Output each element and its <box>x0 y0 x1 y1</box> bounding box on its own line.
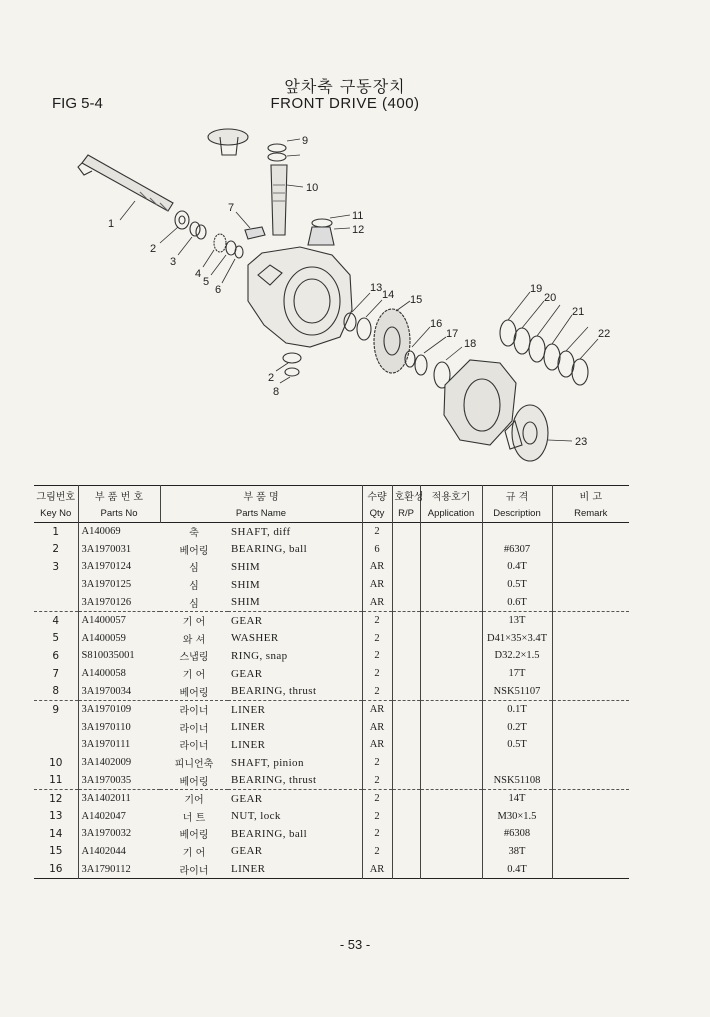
figure-label: FIG 5-4 <box>52 95 103 112</box>
cell-rp <box>392 611 420 629</box>
cell-rp <box>392 808 420 826</box>
cell-remark <box>552 789 629 807</box>
page-title-korean: 앞차축 구동장치 <box>284 77 406 96</box>
cell-part-name: GEAR <box>228 789 362 807</box>
cell-part-name: SHAFT, pinion <box>231 756 304 769</box>
cell-qty: 2 <box>362 682 392 700</box>
cell-part-name-korean: 베어링 <box>179 830 209 842</box>
cell-application <box>420 665 482 683</box>
cell-part-name-korean: 라이너 <box>179 865 209 877</box>
cell-description: 17T <box>482 665 552 683</box>
cell-part-name-korean: 기어 <box>160 789 228 807</box>
cell-part-no: 3A1970126 <box>78 593 160 611</box>
header-description-kr: 규 격 <box>482 486 552 505</box>
cell-key-no: 10 <box>49 756 63 769</box>
cell-remark <box>552 647 629 665</box>
cell-part-no: 3A1970109 <box>78 700 160 718</box>
cell-part-name: LINER <box>231 738 266 751</box>
pinion-shaft-drawing <box>271 165 287 235</box>
cell-description: NSK51107 <box>482 682 552 700</box>
callout-15: 15 <box>410 294 423 306</box>
cell-part-no: A140069 <box>78 523 160 541</box>
header-row-korean <box>34 486 629 505</box>
cell-qty: AR <box>362 860 392 878</box>
cell-part-name-korean: 라이너 <box>179 741 209 753</box>
cell-rp <box>392 576 420 594</box>
parts-table <box>34 485 629 879</box>
table-row <box>34 630 629 648</box>
header-remark-kr: 비 고 <box>552 486 629 505</box>
cell-application <box>420 825 482 843</box>
cell-part-no: S810035001 <box>78 647 160 665</box>
callout-1: 1 <box>108 218 115 230</box>
table-row <box>34 541 629 559</box>
table-row <box>34 808 629 826</box>
cell-key-no <box>34 576 78 594</box>
callout-16: 16 <box>430 318 443 330</box>
cell-rp <box>392 719 420 737</box>
cell-key-no: 7 <box>52 667 60 680</box>
cell-remark <box>552 523 629 541</box>
cell-qty: 2 <box>362 808 392 826</box>
cell-qty: 2 <box>362 665 392 683</box>
table-row <box>34 771 629 789</box>
cell-application <box>420 771 482 789</box>
page-number: - 53 - <box>339 937 371 952</box>
page-title-english: FRONT DRIVE (400) <box>270 95 420 112</box>
cell-remark <box>552 808 629 826</box>
table-row <box>34 700 629 718</box>
table-row <box>34 611 629 629</box>
cell-part-name-korean: 베어링 <box>179 545 209 557</box>
cell-part-name: SHIM <box>231 578 261 591</box>
callout-14: 14 <box>382 289 395 301</box>
cell-application <box>420 593 482 611</box>
cell-part-name: BEARING, ball <box>231 543 308 556</box>
cell-part-name-korean: 와 셔 <box>182 634 206 646</box>
cell-rp <box>392 860 420 878</box>
cell-part-no: 3A1790112 <box>78 860 160 878</box>
cell-part-no: A1400059 <box>78 630 160 648</box>
header-part-no-kr: 부 품 번 호 <box>78 486 160 505</box>
cell-part-name: NUT, lock <box>231 810 281 823</box>
cell-key-no: 6 <box>52 649 60 662</box>
table-row <box>34 682 629 700</box>
cell-part-name: SHIM <box>231 560 261 573</box>
cell-part-name: SHIM <box>231 596 261 609</box>
cell-part-name-korean: 라이너 <box>160 700 228 718</box>
cell-qty: AR <box>362 719 392 737</box>
cell-part-name: BEARING, thrust <box>231 774 317 787</box>
cell-qty: 2 <box>362 754 392 772</box>
cell-application <box>420 647 482 665</box>
header-qty-en: Qty <box>362 504 392 523</box>
cell-key-no: 9 <box>34 700 78 718</box>
cell-description: 0.5T <box>482 736 552 754</box>
cell-description: NSK51108 <box>482 771 552 789</box>
cell-remark <box>552 843 629 861</box>
cell-part-no: 3A1970124 <box>78 558 160 576</box>
cell-application <box>420 789 482 807</box>
callout-12: 12 <box>352 224 365 236</box>
cell-application <box>420 523 482 541</box>
cell-description <box>482 754 552 772</box>
diff-shaft-drawing <box>82 155 173 211</box>
cell-rp <box>392 700 420 718</box>
cell-part-no: A1402047 <box>78 808 160 826</box>
cell-rp <box>392 825 420 843</box>
cell-part-no: 3A1970035 <box>78 771 160 789</box>
cell-remark <box>552 771 629 789</box>
cell-description: D41×35×3.4T <box>482 630 552 648</box>
header-key-en: Key No <box>40 507 72 519</box>
callout-13: 13 <box>370 282 383 294</box>
cell-remark <box>552 754 629 772</box>
cell-key-no: 4 <box>34 611 78 629</box>
table-row <box>34 576 629 594</box>
cell-qty: 6 <box>362 541 392 559</box>
callout-6: 6 <box>215 284 222 296</box>
cell-remark <box>552 541 629 559</box>
cell-part-name-korean: 심 <box>189 581 199 593</box>
cell-part-name: GEAR <box>231 667 263 680</box>
cell-part-name-korean: 스냅링 <box>179 652 209 664</box>
cell-remark <box>552 719 629 737</box>
cell-part-name: WASHER <box>231 632 279 645</box>
cell-rp <box>392 523 420 541</box>
cell-part-no: 3A1402009 <box>78 754 160 772</box>
table-row <box>34 719 629 737</box>
cell-description: 0.4T <box>482 558 552 576</box>
callout-10: 10 <box>306 182 319 194</box>
cell-key-no: 8 <box>52 685 60 698</box>
header-rp-kr: 호환성 <box>392 486 420 505</box>
cell-part-no: A1402044 <box>78 843 160 861</box>
cell-rp <box>392 593 420 611</box>
cell-rp <box>392 682 420 700</box>
cell-remark <box>552 736 629 754</box>
cell-application <box>420 576 482 594</box>
cell-rp <box>392 736 420 754</box>
cell-description: 13T <box>482 611 552 629</box>
header-remark-en: Remark <box>552 504 629 523</box>
cell-part-name-korean: 라이너 <box>179 723 209 735</box>
bearing-drawing <box>175 211 189 229</box>
callout-11: 11 <box>352 210 364 222</box>
hub-flange-drawing <box>512 405 548 461</box>
callout-17: 17 <box>446 328 459 340</box>
callout-23: 23 <box>575 436 588 448</box>
cell-qty: 2 <box>362 647 392 665</box>
cell-part-no: 3A1402011 <box>78 789 160 807</box>
table-row <box>34 647 629 665</box>
callout-18: 18 <box>464 338 477 350</box>
cell-key-no: 1 <box>52 525 60 538</box>
header-part-name-en: Parts Name <box>160 504 362 523</box>
cell-remark <box>552 630 629 648</box>
cell-part-no: A1400057 <box>78 611 160 629</box>
callout-2-lower: 2 <box>268 372 275 384</box>
cell-application <box>420 630 482 648</box>
cell-remark <box>552 700 629 718</box>
table-row <box>34 843 629 861</box>
cell-part-name: LINER <box>231 863 266 876</box>
cell-description: 0.1T <box>482 700 552 718</box>
cell-part-name-korean: 너 트 <box>182 812 206 824</box>
header-application-kr: 적용호기 <box>420 486 482 505</box>
cell-part-name-korean: 베어링 <box>179 687 209 699</box>
cell-rp <box>392 541 420 559</box>
cell-qty: 2 <box>362 611 392 629</box>
cell-rp <box>392 789 420 807</box>
cell-part-name: BEARING, thrust <box>231 685 317 698</box>
cell-rp <box>392 771 420 789</box>
cell-description: #6307 <box>482 541 552 559</box>
cell-qty: AR <box>362 576 392 594</box>
cell-qty: AR <box>362 593 392 611</box>
cell-part-name-korean: 기 어 <box>182 847 206 859</box>
cell-qty: 2 <box>362 523 392 541</box>
exploded-parts-diagram <box>0 115 710 475</box>
table-row <box>34 825 629 843</box>
cell-application <box>420 719 482 737</box>
cell-application <box>420 808 482 826</box>
large-gear-drawing <box>374 309 410 373</box>
cell-key-no: 2 <box>52 543 60 556</box>
cell-key-no: 12 <box>34 789 78 807</box>
cell-key-no: 16 <box>49 863 63 876</box>
cell-part-name: GEAR <box>231 845 263 858</box>
cell-description: 0.4T <box>482 860 552 878</box>
cell-part-no: 3A1970034 <box>78 682 160 700</box>
flange-drawing <box>208 129 248 145</box>
cell-part-name-korean: 기 어 <box>182 670 206 682</box>
cell-description: M30×1.5 <box>482 808 552 826</box>
callout-21: 21 <box>572 306 585 318</box>
header-application-en: Application <box>420 504 482 523</box>
cell-description: D32.2×1.5 <box>482 647 552 665</box>
cell-part-name-korean: 축 <box>189 528 199 540</box>
cell-qty: AR <box>362 700 392 718</box>
header-rp-en: R/P <box>392 504 420 523</box>
cell-application <box>420 860 482 878</box>
cell-part-name: LINER <box>228 700 362 718</box>
cell-key-no: 13 <box>49 810 63 823</box>
callout-3: 3 <box>170 256 177 268</box>
cell-key-no: 3 <box>52 560 60 573</box>
cell-key-no <box>34 736 78 754</box>
cell-part-no: 3A1970111 <box>78 736 160 754</box>
cell-description: 38T <box>482 843 552 861</box>
cell-part-no: 3A1970032 <box>78 825 160 843</box>
cell-remark <box>552 611 629 629</box>
cell-description: 0.2T <box>482 719 552 737</box>
cell-remark <box>552 665 629 683</box>
cell-part-name: RING, snap <box>231 649 288 662</box>
cell-rp <box>392 843 420 861</box>
callout-22: 22 <box>598 328 611 340</box>
cell-part-name-korean: 심 <box>189 563 199 575</box>
callout-19: 19 <box>530 283 543 295</box>
table-row <box>34 860 629 878</box>
cell-qty: AR <box>362 736 392 754</box>
cell-application <box>420 700 482 718</box>
cell-qty: 2 <box>362 630 392 648</box>
cell-key-no: 11 <box>49 774 63 787</box>
cell-part-name-korean: 기 어 <box>160 611 228 629</box>
cell-rp <box>392 647 420 665</box>
cell-application <box>420 682 482 700</box>
cell-rp <box>392 630 420 648</box>
cell-qty: 2 <box>362 843 392 861</box>
cell-part-name-korean: 베어링 <box>179 776 209 788</box>
cell-application <box>420 611 482 629</box>
cell-rp <box>392 558 420 576</box>
cell-application <box>420 843 482 861</box>
cell-description: 0.6T <box>482 593 552 611</box>
cell-remark <box>552 593 629 611</box>
cell-remark <box>552 860 629 878</box>
callout-2: 2 <box>150 243 157 255</box>
callout-20: 20 <box>544 292 557 304</box>
cell-description: #6308 <box>482 825 552 843</box>
cell-qty: AR <box>362 558 392 576</box>
cell-rp <box>392 665 420 683</box>
header-row-english <box>34 504 629 523</box>
cell-part-name: SHAFT, diff <box>231 525 291 538</box>
cell-part-name-korean: 피니언축 <box>174 759 214 771</box>
cell-part-no: 3A1970031 <box>78 541 160 559</box>
callout-7: 7 <box>228 202 235 214</box>
cell-rp <box>392 754 420 772</box>
cell-part-name: GEAR <box>228 611 362 629</box>
callout-4: 4 <box>195 268 202 280</box>
cell-key-no: 5 <box>52 632 60 645</box>
table-row <box>34 736 629 754</box>
cell-description: 14T <box>482 789 552 807</box>
header-part-no-en: Parts No <box>78 504 160 523</box>
cell-qty: 2 <box>362 825 392 843</box>
cell-remark <box>552 682 629 700</box>
cell-application <box>420 558 482 576</box>
cell-application <box>420 754 482 772</box>
cell-part-name-korean: 심 <box>189 598 199 610</box>
table-row <box>34 558 629 576</box>
header-qty-kr: 수량 <box>362 486 392 505</box>
cell-part-no: 3A1970110 <box>78 719 160 737</box>
cell-qty: 2 <box>362 789 392 807</box>
cell-key-no: 15 <box>49 845 63 858</box>
callout-9: 9 <box>302 135 309 147</box>
cell-remark <box>552 825 629 843</box>
cell-part-no: A1400058 <box>78 665 160 683</box>
cell-description: 0.5T <box>482 576 552 594</box>
table-row <box>34 789 629 807</box>
table-row <box>34 665 629 683</box>
cell-application <box>420 541 482 559</box>
cell-part-name: LINER <box>231 721 266 734</box>
cell-key-no <box>34 593 78 611</box>
cell-part-name: BEARING, ball <box>231 827 308 840</box>
table-row <box>34 523 629 541</box>
cell-remark <box>552 576 629 594</box>
cell-remark <box>552 558 629 576</box>
table-row <box>34 593 629 611</box>
callout-8: 8 <box>273 386 280 398</box>
cell-part-no: 3A1970125 <box>78 576 160 594</box>
cell-key-no <box>34 719 78 737</box>
cell-key-no: 14 <box>49 827 63 840</box>
header-part-name-kr: 부 품 명 <box>160 486 362 505</box>
cell-application <box>420 736 482 754</box>
header-key-kr: 그림번호 <box>36 491 76 503</box>
cell-description <box>482 523 552 541</box>
cell-qty: 2 <box>362 771 392 789</box>
table-row <box>34 754 629 772</box>
callout-5: 5 <box>203 276 210 288</box>
header-description-en: Description <box>482 504 552 523</box>
